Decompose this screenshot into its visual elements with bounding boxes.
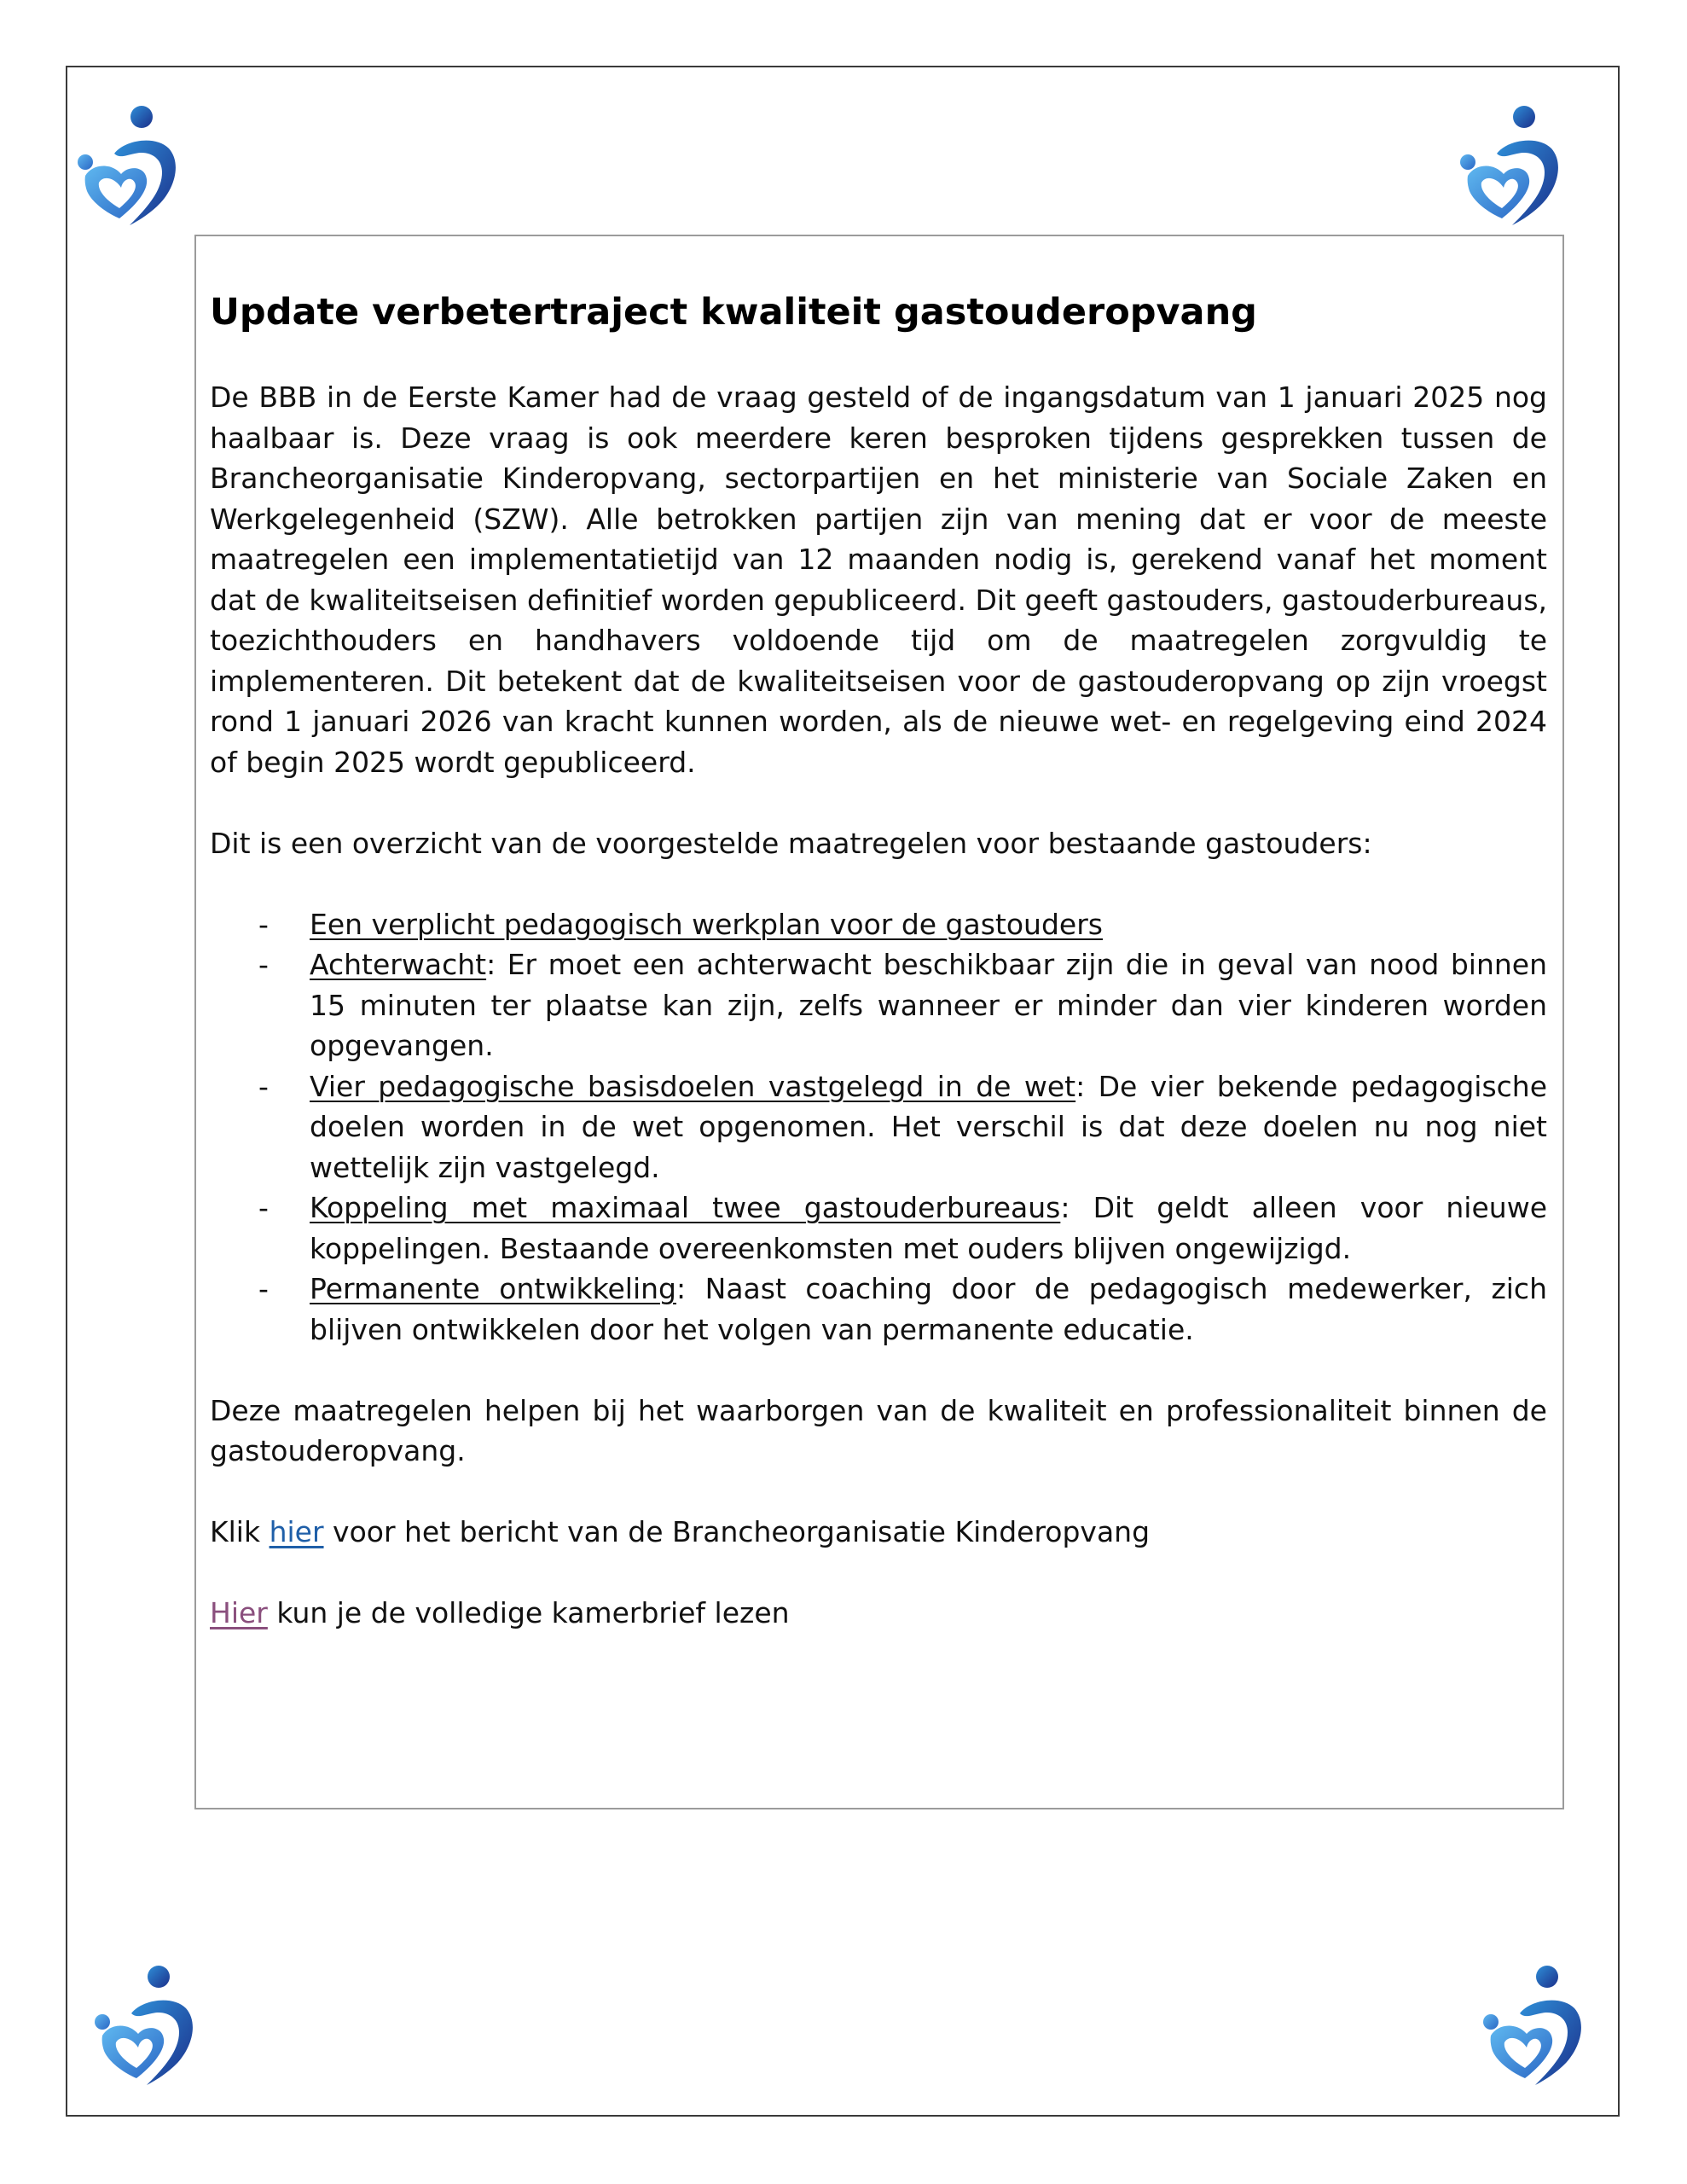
measure-text: : Dit geldt alleen voor nieuwe koppelingen. Bestaande overeenkomsten met ouders blijven ongewijzigd. bbox=[310, 1191, 1547, 1265]
list-item bbox=[258, 1188, 1547, 1269]
measure-text: : De vier bekende pedagogische doelen worden in de wet opgenomen. Het verschil is dat deze doelen nu nog niet wettelijk zijn vastgelegd. bbox=[310, 1069, 1547, 1184]
measure-term: Vier pedagogische basisdoelen vastgelegd in de wet bbox=[310, 1069, 1076, 1103]
kamerbrief-link[interactable]: Hier bbox=[210, 1596, 268, 1629]
measure-term: Een verplicht pedagogisch werkplan voor de gastouders bbox=[310, 907, 1103, 941]
closing-paragraph: Deze maatregelen helpen bij het waarborgen van de kwaliteit en professionaliteit binnen de gastouderopvang. bbox=[210, 1393, 1547, 1467]
list-marker: - bbox=[258, 1272, 269, 1305]
page-title: Update verbetertraject kwaliteit gastouderopvang bbox=[210, 291, 1257, 334]
family-heart-icon bbox=[73, 102, 184, 229]
list-marker: - bbox=[258, 948, 269, 981]
link-line-suffix: voor het bericht van de Brancheorganisatie Kinderopvang bbox=[323, 1515, 1151, 1548]
list-marker: - bbox=[258, 1069, 269, 1103]
article-body bbox=[210, 287, 1547, 1674]
measures-list bbox=[210, 904, 1547, 1350]
measure-term: Achterwacht bbox=[310, 948, 487, 981]
link-line-suffix: kun je de volledige kamerbrief lezen bbox=[267, 1596, 790, 1629]
family-heart-icon bbox=[90, 1962, 201, 2088]
measure-term: Permanente ontwikkeling bbox=[310, 1272, 677, 1305]
list-marker: - bbox=[258, 1191, 269, 1224]
intro-paragraph: De BBB in de Eerste Kamer had de vraag gesteld of de ingangsdatum van 1 januari 2025 nog haalbaar is. Deze vraag is ook meerdere keren besproken tijdens gesprekken tussen de Brancheorganisatie Kinderopvang, sectorpartijen en het ministerie van Sociale Zaken en Werkgelegenheid (SZW). Alle betrokken partijen zijn van mening dat er voor de meeste maatregelen een implementatietijd van 12 maanden nodig is, gerekend vanaf het moment dat de kwaliteitseisen definitief worden gepubliceerd. Dit geeft gastouders, gastouderbureaus, toezichthouders en handhavers voldoende tijd om de maatregelen zorgvuldig te implementeren. Dit betekent dat de kwaliteitseisen voor de gastouderopvang op zijn vroegst rond 1 januari 2026 van kracht kunnen worden, als de nieuwe wet- en regelgeving eind 2024 of begin 2025 wordt gepubliceerd. bbox=[210, 380, 1547, 779]
list-item bbox=[258, 1066, 1547, 1188]
overview-intro: Dit is een overzicht van de voorgestelde maatregelen voor bestaande gastouders: bbox=[210, 826, 1372, 860]
measure-text: : Er moet een achterwacht beschikbaar zijn die in geval van nood binnen 15 minuten ter plaatse kan zijn, zelfs wanneer er minder dan vier kinderen worden opgevangen. bbox=[310, 948, 1547, 1062]
list-marker: - bbox=[258, 907, 269, 941]
link-line-prefix: Klik bbox=[210, 1515, 270, 1548]
family-heart-icon bbox=[1479, 1962, 1590, 2088]
family-heart-icon bbox=[1456, 102, 1567, 229]
link-line-kamerbrief bbox=[210, 1593, 1547, 1634]
link-line-branche bbox=[210, 1512, 1547, 1553]
list-item bbox=[258, 904, 1547, 945]
list-item bbox=[258, 944, 1547, 1066]
measure-term: Koppeling met maximaal twee gastouderbureaus bbox=[310, 1191, 1061, 1224]
branche-article-link[interactable]: hier bbox=[269, 1515, 324, 1548]
measure-text: : Naast coaching door de pedagogisch medewerker, zich blijven ontwikkelen door het volgen van permanente educatie. bbox=[310, 1272, 1547, 1346]
list-item bbox=[258, 1269, 1547, 1350]
